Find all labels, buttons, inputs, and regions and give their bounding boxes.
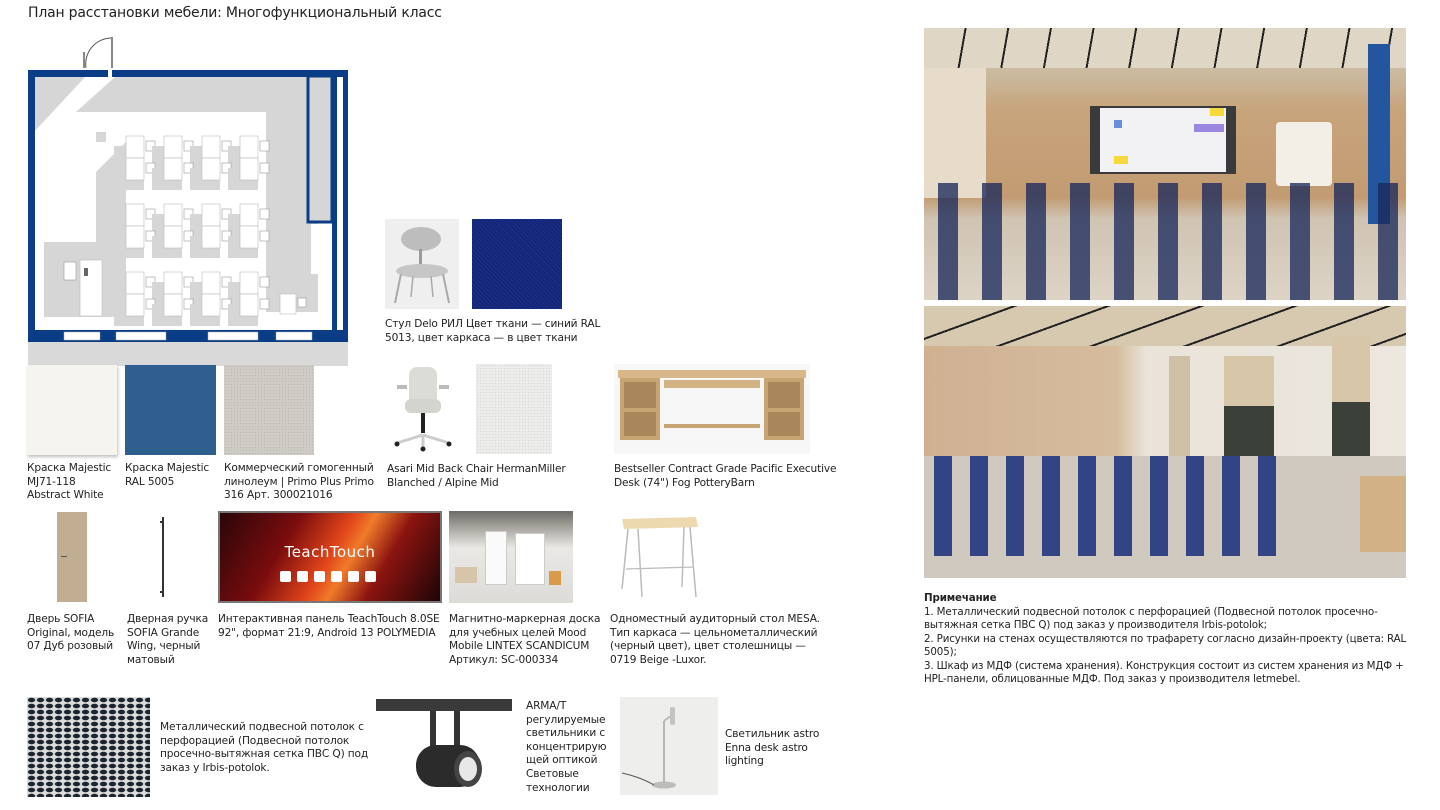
executive-desk-image [614, 364, 810, 454]
student-desk [240, 204, 258, 226]
executive-desk-caption: Bestseller Contract Grade Pacific Executive Desk (74") Fog PotteryBarn [614, 463, 837, 489]
student-desk [164, 272, 182, 294]
student-chair [260, 141, 269, 151]
mesa-desk-caption: Одноместный аудиторный стол MESA. Тип каркаса — цельнометаллический (черный цвет), цвет столешницы — 0719 Beige -Luxor. [610, 613, 820, 666]
student-desk [240, 294, 258, 316]
student-desks [114, 136, 269, 326]
mesa-desk-image [616, 513, 702, 599]
student-desk [202, 158, 220, 180]
interactive-panel-image [218, 511, 442, 603]
linoleum-caption: Коммерческий гомогенный линолеум | Primo Plus Primo 316 Арт. 300021016 [224, 462, 374, 502]
student-desk [164, 294, 182, 316]
pen-icon [280, 571, 291, 582]
student-desk [202, 272, 220, 294]
door-handle-caption: Дверная ручка SOFIA Grande Wing, черный матовый [127, 613, 209, 666]
student-desk [164, 158, 182, 180]
student-desk [164, 204, 182, 226]
arma-spotlight-image [376, 697, 512, 797]
student-desk [240, 226, 258, 248]
page-title: План расстановки мебели: Многофункциональный класс [28, 5, 442, 21]
student-chair [260, 231, 269, 241]
student-desk [126, 158, 144, 180]
folder-icon [348, 571, 359, 582]
paint-white-caption: Краска Majestic MJ71-118 Abstract White [27, 462, 112, 502]
classroom-render-side [924, 306, 1406, 578]
entrance-door-icon [83, 37, 113, 68]
arma-caption: ARMA/T регулируемые светильники с концентрирую щей оптикой Световые технологии [526, 700, 607, 794]
interactive-panel-caption: Интерактивная панель TeachTouch 8.0SE 92", формат 21:9, Android 13 POLYMEDIA [218, 613, 440, 639]
classroom-render-front [924, 28, 1406, 300]
note-2: 2. Рисунки на стенах осуществляются по трафарету согласно дизайн-проекту (цвета: RAL 5005); [924, 632, 1407, 658]
student-desk [240, 136, 258, 158]
student-desk [126, 204, 144, 226]
student-desk [202, 136, 220, 158]
door-sofia-image [57, 512, 87, 602]
student-desk [126, 272, 144, 294]
desk-lamp-image [620, 697, 718, 795]
marker-board-caption: Магнитно-маркерная доска для учебных целей Mood Mobile LINTEX SCANDICUM Артикул: SC-000334 [449, 613, 601, 666]
student-desk [240, 158, 258, 180]
student-desk [202, 294, 220, 316]
paint-blue-caption: Краска Majestic RAL 5005 [125, 462, 210, 488]
student-chair [260, 299, 269, 309]
ceiling-mesh-swatch [27, 697, 150, 797]
teacher-desk [80, 260, 102, 316]
student-desk [240, 272, 258, 294]
delo-chair-image [385, 219, 459, 309]
student-desk [164, 136, 182, 158]
paint-blue-swatch [125, 365, 216, 455]
panel-app-icons [280, 571, 376, 582]
floor-plan [26, 32, 354, 368]
door-caption: Дверь SOFIA Original, модель 07 Дуб розовый [27, 613, 115, 653]
fabric-blue-swatch [472, 219, 562, 309]
storage-cabinet [308, 76, 332, 222]
teacher-chair [64, 262, 76, 280]
student-desk [202, 226, 220, 248]
marker-board-image [449, 511, 573, 603]
paint-white-swatch [27, 365, 117, 455]
note-3: 3. Шкаф из МДФ (система хранения). Конструкция состоит из систем хранения из МДФ + HPL-панели, облицованные МДФ. Под заказ у производителя letmebel. [924, 659, 1404, 685]
notes-heading: Примечание [924, 592, 997, 604]
student-desk [126, 294, 144, 316]
alpine-fabric-swatch [476, 364, 552, 454]
laptop-icon [314, 571, 325, 582]
door-handle-image [160, 517, 166, 597]
desk-lamp-caption: Светильник astro Enna desk astro lighting [725, 728, 820, 768]
camera-icon [331, 571, 342, 582]
asari-chair-caption: Asari Mid Back Chair HermanMiller Blanched / Alpine Mid [387, 463, 566, 489]
student-desk [126, 136, 144, 158]
student-chair [260, 209, 269, 219]
student-desk [164, 226, 182, 248]
delo-chair-caption: Стул Delo РИЛ Цвет ткани — синий RAL 5013, цвет каркаса — в цвет ткани [385, 318, 601, 344]
student-desk [126, 226, 144, 248]
note-1: 1. Металлический подвесной потолок с перфорацией (Подвесной потолок просечно-вытяжная сетка ПВС Q) под заказ у производителя Irbis-potolok; [924, 605, 1378, 631]
ceiling-caption: Металлический подвесной потолок с перфорацией (Подвесной потолок просечно-вытяжная сетка ПВС Q) под заказ у Irbis-potolok. [160, 721, 369, 774]
globe-icon [297, 571, 308, 582]
wall-left [28, 70, 35, 338]
notes-block [924, 592, 1414, 687]
student-chair [260, 277, 269, 287]
asari-chair-image [387, 363, 465, 453]
student-desk [202, 204, 220, 226]
student-chair [260, 163, 269, 173]
wall-top-left [28, 70, 108, 77]
linoleum-swatch [224, 365, 314, 455]
apps-grid-icon [365, 571, 376, 582]
panel-brand-text: TeachTouch [284, 543, 376, 561]
